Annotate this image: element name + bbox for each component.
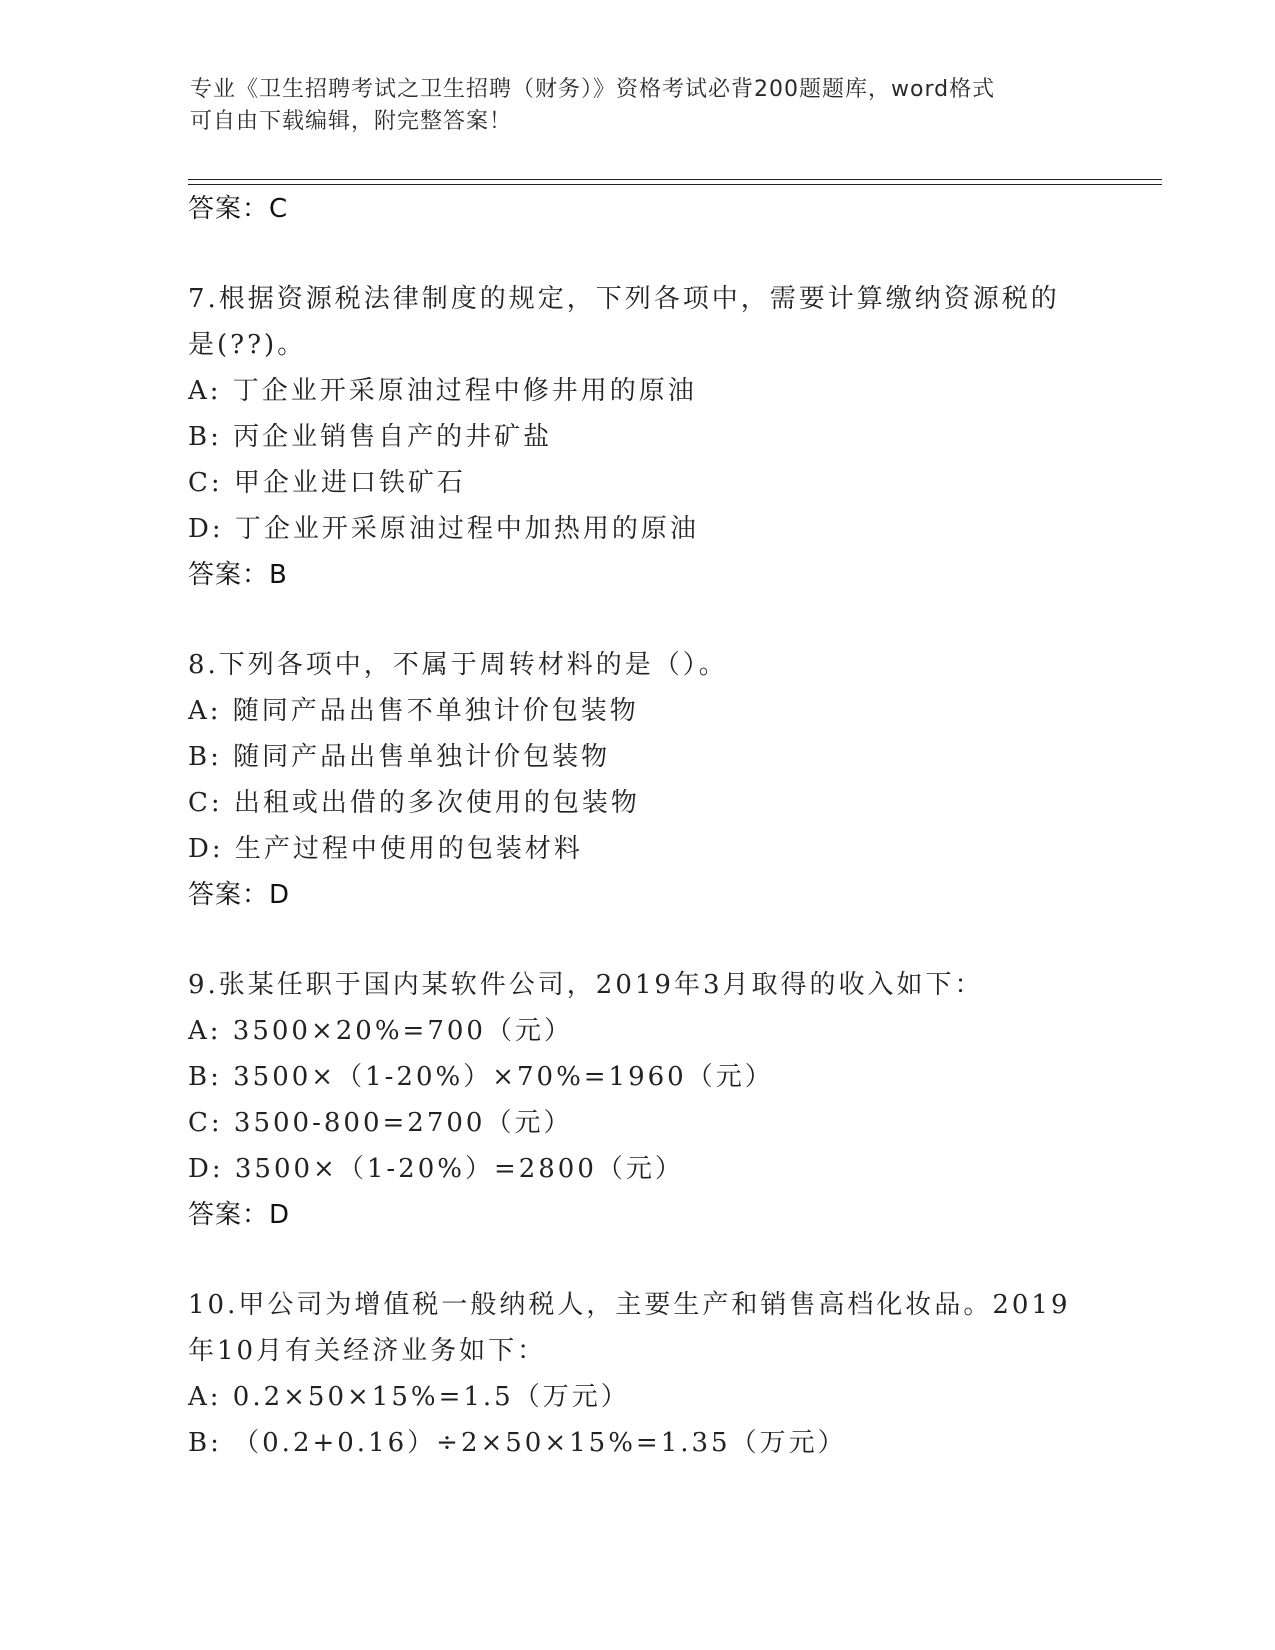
option-d: D: 生产过程中使用的包装材料 (188, 834, 583, 864)
option-b: B: （0.2+0.16）÷2×50×15%=1.35（万元） (188, 1428, 847, 1458)
question-text: 8.下列各项中，不属于周转材料的是（）。 (188, 650, 728, 680)
header-divider-bottom (188, 184, 1162, 185)
option-b: B: 3500×（1-20%）×70%=1960（元） (188, 1062, 774, 1092)
question-text: 年10月有关经济业务如下： (188, 1336, 547, 1366)
question-8 (188, 642, 1148, 918)
option-b: B: 随同产品出售单独计价包装物 (188, 742, 611, 772)
answer-line: 答案：C (188, 194, 289, 224)
answer-line: 答案：D (188, 1200, 291, 1230)
document-body (188, 186, 1148, 1466)
question-text: 7.根据资源税法律制度的规定，下列各项中，需要计算缴纳资源税的 (188, 284, 1060, 314)
header-line-1: 专业《卫生招聘考试之卫生招聘（财务）》资格考试必背200题题库，word格式 (190, 77, 996, 102)
question-7 (188, 276, 1148, 598)
header-divider-top (188, 179, 1162, 180)
document-header (190, 74, 1090, 138)
header-line-2: 可自由下载编辑，附完整答案！ (190, 109, 513, 134)
option-c: C: 出租或出借的多次使用的包装物 (188, 788, 640, 818)
option-a: A: 3500×20%=700（元） (188, 1016, 573, 1046)
question-text: 是(??)。 (188, 330, 307, 360)
option-d: D: 3500×（1-20%）=2800（元） (188, 1154, 684, 1184)
question-10 (188, 1282, 1148, 1466)
question-text: 9.张某任职于国内某软件公司，2019年3月取得的收入如下： (188, 970, 984, 1000)
option-c: C: 3500-800=2700（元） (188, 1108, 573, 1138)
option-a: A: 丁企业开采原油过程中修井用的原油 (188, 376, 697, 406)
question-text: 10.甲公司为增值税一般纳税人，主要生产和销售高档化妆品。2019 (188, 1290, 1071, 1320)
answer-line: 答案：B (188, 560, 288, 590)
option-d: D: 丁企业开采原油过程中加热用的原油 (188, 514, 699, 544)
option-c: C: 甲企业进口铁矿石 (188, 468, 466, 498)
option-a: A: 0.2×50×15%=1.5（万元） (188, 1382, 630, 1412)
option-a: A: 随同产品出售不单独计价包装物 (188, 696, 639, 726)
option-b: B: 丙企业销售自产的井矿盐 (188, 422, 553, 452)
question-9 (188, 962, 1148, 1238)
answer-line: 答案：D (188, 880, 291, 910)
